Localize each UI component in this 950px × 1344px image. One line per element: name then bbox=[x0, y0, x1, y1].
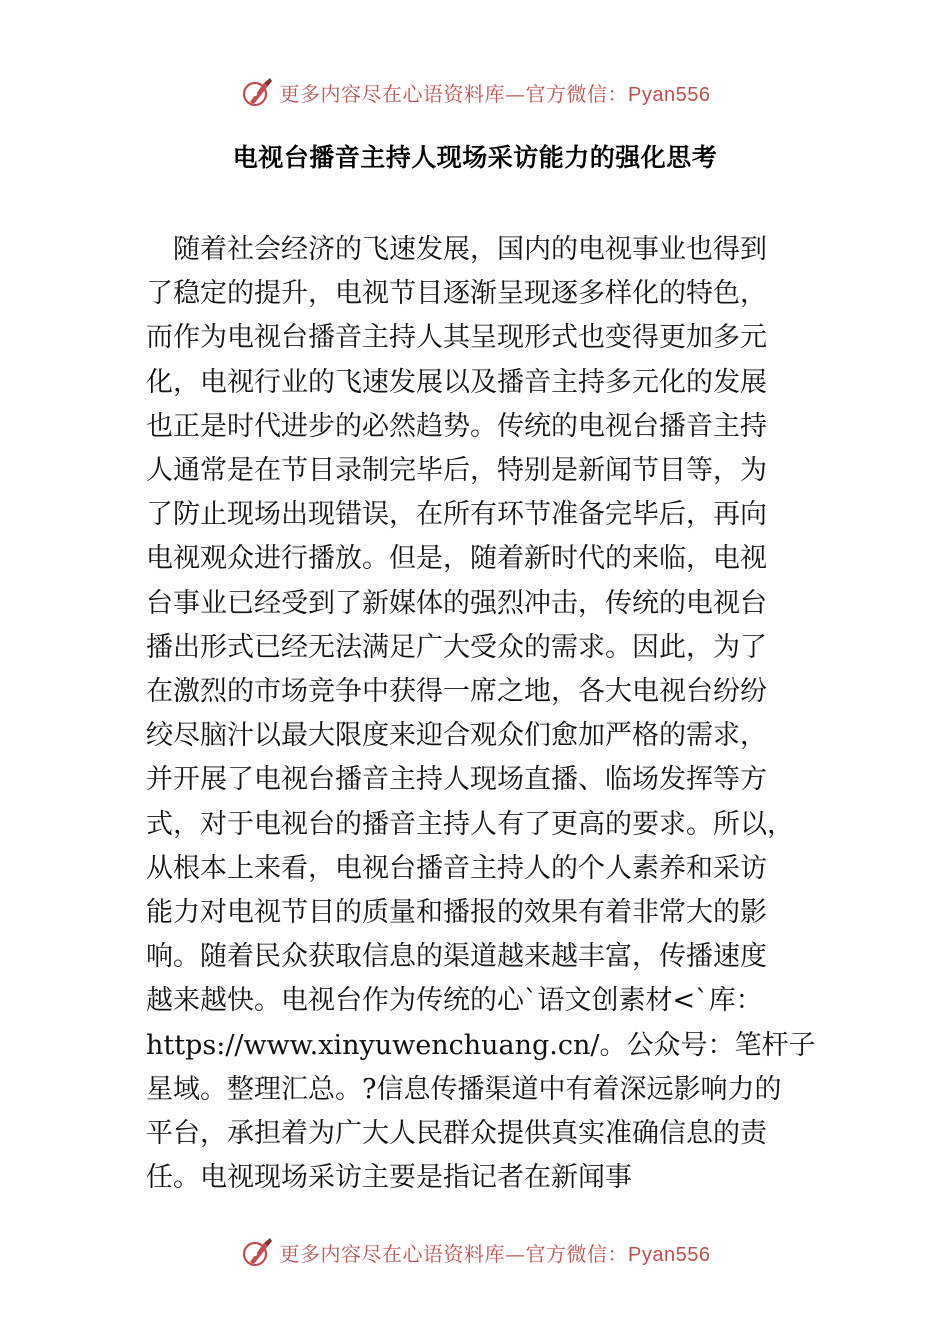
body-line: 越来越快。电视台作为传统的心`语文创素材<`库： bbox=[146, 985, 763, 1017]
body-paragraph bbox=[146, 228, 822, 1200]
body-line: 从根本上来看，电视台播音主持人的个人素养和采访 bbox=[146, 852, 767, 884]
body-line: 并开展了电视台播音主持人现场直播、临场发挥等方 bbox=[146, 764, 767, 796]
watermark-label: 更多内容尽在心语资料库—官方微信： bbox=[279, 1241, 629, 1266]
body-line: 绞尽脑汁以最大限度来迎合观众们愈加严格的需求， bbox=[146, 720, 767, 752]
body-line: 能力对电视节目的质量和播报的效果有着非常大的影 bbox=[146, 897, 767, 929]
body-line: 了防止现场出现错误，在所有环节准备完毕后，再向 bbox=[146, 499, 767, 531]
body-line: 星域。整理汇总。?信息传播渠道中有着深远影响力的 bbox=[146, 1073, 782, 1105]
wechat-id: Pyan556 bbox=[628, 1243, 711, 1266]
body-line: 任。电视现场采访主要是指记者在新闻事 bbox=[146, 1162, 632, 1194]
body-line: 了稳定的提升，电视节目逐渐呈现逐多样化的特色， bbox=[146, 278, 767, 310]
wechat-id: Pyan556 bbox=[628, 83, 711, 106]
watermark-text bbox=[280, 1238, 711, 1267]
watermark-text bbox=[280, 78, 711, 107]
body-line: 式，对于电视台的播音主持人有了更高的要求。所以， bbox=[146, 808, 794, 840]
body-line: 人通常是在节目录制完毕后，特别是新闻节目等，为 bbox=[146, 455, 767, 487]
body-line: https://www.xinyuwenchuang.cn/。公众号：笔杆子 bbox=[146, 1029, 816, 1061]
body-line: 电视观众进行播放。但是，随着新时代的来临，电视 bbox=[146, 543, 767, 575]
watermark-label: 更多内容尽在心语资料库—官方微信： bbox=[279, 81, 629, 106]
footer-watermark bbox=[0, 1230, 950, 1274]
body-line: 平台，承担着为广大人民群众提供真实准确信息的责 bbox=[146, 1118, 767, 1150]
body-line: 也正是时代进步的必然趋势。传统的电视台播音主持 bbox=[146, 410, 767, 442]
body-line: 而作为电视台播音主持人其呈现形式也变得更加多元 bbox=[146, 322, 767, 354]
body-line: 响。随着民众获取信息的渠道越来越丰富，传播速度 bbox=[146, 941, 767, 973]
header-watermark bbox=[0, 70, 950, 114]
body-line: 随着社会经济的飞速发展，国内的电视事业也得到 bbox=[146, 234, 767, 265]
body-line: 化，电视行业的飞速发展以及播音主持多元化的发展 bbox=[146, 366, 767, 398]
document-title: 电视台播音主持人现场采访能力的强化思考 bbox=[232, 143, 718, 172]
pen-nib-logo-icon bbox=[240, 75, 274, 109]
pen-nib-logo-icon bbox=[240, 1235, 274, 1269]
body-line: 台事业已经受到了新媒体的强烈冲击，传统的电视台 bbox=[146, 587, 767, 619]
body-line: 在激烈的市场竞争中获得一席之地，各大电视台纷纷 bbox=[146, 676, 767, 708]
body-line: 播出形式已经无法满足广大受众的需求。因此，为了 bbox=[146, 631, 767, 663]
